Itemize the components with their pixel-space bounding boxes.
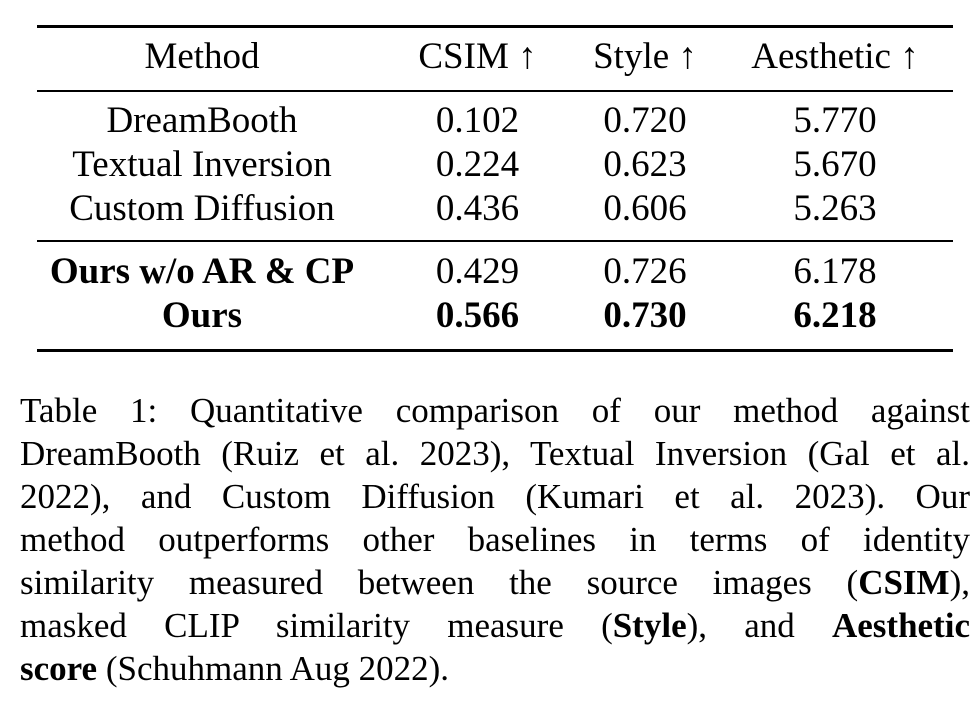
cell-aesthetic: 6.218	[793, 295, 877, 336]
caption-line: 2022), and Custom Diffusion (Kumari et al. 2023). Our	[20, 477, 970, 516]
header-aesthetic: Aesthetic ↑	[751, 36, 919, 77]
cell-method: Ours w/o AR & CP	[49, 251, 355, 292]
header-rule	[37, 90, 953, 92]
cell-style: 0.623	[603, 144, 687, 185]
table-top-rule	[37, 25, 953, 28]
cell-aesthetic: 6.178	[793, 251, 877, 292]
caption-line: method outperforms other baselines in terms of identity	[20, 520, 970, 559]
caption-line: Table 1: Quantitative comparison of our method against	[20, 391, 970, 430]
caption-bold-style: Style	[612, 606, 687, 645]
caption-line: DreamBooth (Ruiz et al. 2023), Textual Inversion (Gal et al.	[20, 434, 970, 473]
cell-aesthetic: 5.263	[793, 188, 877, 229]
cell-csim: 0.224	[435, 144, 520, 185]
caption-bold-csim: CSIM	[858, 563, 950, 602]
cell-style: 0.726	[603, 251, 687, 292]
cell-csim: 0.102	[435, 100, 520, 141]
cell-method: Custom Diffusion	[69, 188, 335, 229]
cell-csim: 0.436	[435, 188, 520, 229]
cell-csim: 0.566	[435, 295, 520, 336]
cell-method: Textual Inversion	[72, 144, 332, 185]
caption-line	[20, 647, 970, 690]
caption-bold-aesthetic: Aesthetic	[831, 606, 970, 645]
table-caption	[20, 389, 970, 690]
cell-style: 0.730	[603, 295, 687, 336]
table-bottom-rule	[37, 349, 953, 352]
caption-line	[20, 561, 970, 604]
caption-text: ),	[949, 563, 970, 602]
caption-text: similarity measured between the source images (	[20, 563, 859, 602]
caption-bold-score: score	[20, 649, 98, 688]
cell-style: 0.606	[603, 188, 687, 229]
cell-style: 0.720	[603, 100, 687, 141]
caption-text: ), and	[686, 606, 832, 645]
cell-aesthetic: 5.670	[793, 144, 877, 185]
caption-text: masked CLIP similarity measure (	[20, 606, 613, 645]
header-method: Method	[144, 36, 260, 77]
caption-line	[20, 604, 970, 647]
caption-text: (Schuhmann Aug 2022).	[97, 649, 450, 688]
cell-csim: 0.429	[435, 251, 520, 292]
cell-method: DreamBooth	[106, 100, 298, 141]
cell-aesthetic: 5.770	[793, 100, 877, 141]
group-rule	[37, 240, 953, 242]
cell-method: Ours	[161, 295, 243, 336]
header-style: Style ↑	[593, 36, 697, 77]
header-csim: CSIM ↑	[418, 36, 537, 77]
